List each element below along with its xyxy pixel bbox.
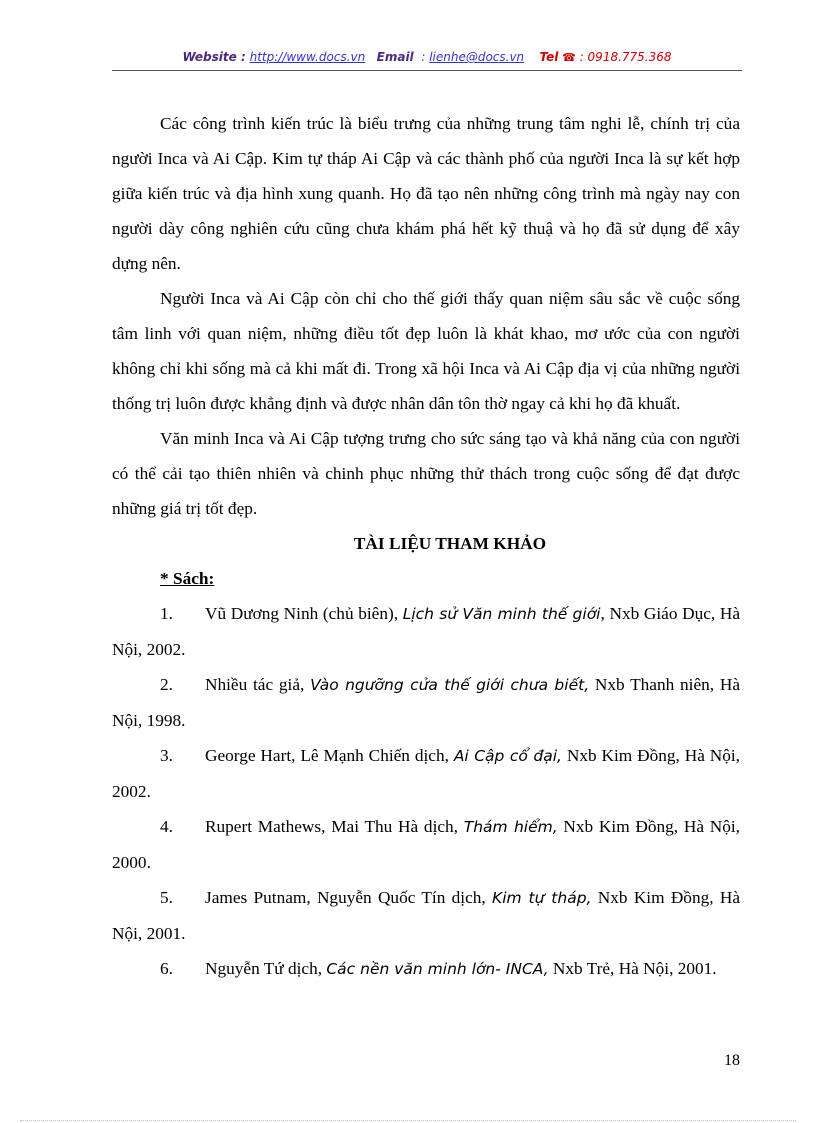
reference-title: Thám hiểm, [463, 818, 558, 836]
phone-number: : 0918.775.368 [579, 50, 672, 64]
paragraph: Người Inca và Ai Cập còn chỉ cho thế giới thấy quan niệm sâu sắc về cuộc sống tâm linh với quan niệm, những điều tốt đẹp luôn là khát khao, mơ ước của con người không chỉ khi sống mà cả khi mất đi. Trong xã hội Inca và Ai Cập địa vị của những người thống trị luôn được khẳng định và được nhân dân tôn thờ ngay cả khi họ đã khuất. [112, 289, 740, 413]
reference-number: 6. [160, 959, 173, 978]
reference-title: Các nền văn minh lớn- INCA, [326, 960, 549, 978]
reference-publisher: Nxb Kim Đồng, Hà Nội, 2001. [112, 888, 740, 943]
reference-title: Lịch sử Văn minh thế giới [402, 605, 601, 623]
reference-author: Rupert Mathews, Mai Thu Hà dịch, [205, 817, 464, 836]
email-label: Email [376, 50, 414, 64]
reference-number: 3. [160, 746, 173, 765]
website-label: Website : [182, 50, 246, 64]
references-title: TÀI LIỆU THAM KHẢO [353, 534, 547, 553]
paragraph: Văn minh Inca và Ai Cập tượng trưng cho sức sáng tạo và khả năng của con người có thể cải tạo thiên nhiên và chinh phục những thử thách trong cuộc sống để đạt được những giá trị tốt đẹp. [112, 429, 740, 518]
reference-publisher: Nxb Kim Đồng, Hà Nội, 2002. [112, 746, 740, 801]
email-separator: : [421, 50, 426, 64]
reference-number: 4. [160, 817, 173, 836]
reference-item [112, 738, 740, 809]
reference-author: Vũ Dương Ninh (chủ biên), [205, 604, 403, 623]
reference-publisher: Nxb Kim Đồng, Hà Nội, 2000. [112, 817, 740, 872]
reference-title: Ai Cập cổ đại, [453, 747, 562, 765]
reference-number: 5. [160, 888, 173, 907]
reference-title: Kim tự tháp, [492, 889, 592, 907]
books-heading: * Sách: [160, 569, 215, 588]
tel-label: Tel [539, 50, 559, 64]
reference-title: Vào ngưỡng cửa thế giới chưa biết, [310, 676, 590, 694]
phone-icon: ☎ [562, 51, 576, 64]
footer-divider [20, 1120, 796, 1121]
reference-item [112, 951, 740, 987]
reference-number: 2. [160, 675, 173, 694]
email-link[interactable]: lienhe@docs.vn [429, 50, 525, 64]
page-header [112, 50, 742, 64]
reference-item [112, 880, 740, 951]
reference-author: Nguyễn Tứ dịch, [205, 959, 327, 978]
paragraph: Các công trình kiến trúc là biểu trưng của những trung tâm nghi lễ, chính trị của người Inca và Ai Cập. Kim tự tháp Ai Cập và các thành phố của người Inca là sự kết hợp giữa kiến trúc và địa hình xung quanh. Họ đã tạo nên những công trình mà ngày nay con người dày công nghiên cứu cũng chưa khám phá hết kỹ thuậ và họ đã sử dụng để xây dựng nên. [112, 114, 740, 273]
website-link[interactable]: http://www.docs.vn [249, 50, 366, 64]
reference-publisher: , Nxb Giáo Dục, Hà Nội, 2002. [112, 604, 741, 659]
reference-number: 1. [160, 604, 173, 623]
reference-author: James Putnam, Nguyễn Quốc Tín dịch, [205, 888, 493, 907]
reference-author: George Hart, Lê Mạnh Chiến dịch, [205, 746, 454, 765]
reference-item [112, 667, 740, 738]
reference-item [112, 596, 740, 667]
page-number: 18 [724, 1052, 740, 1069]
header-divider [112, 70, 742, 71]
document-body [112, 106, 740, 987]
reference-publisher: Nxb Thanh niên, Hà Nội, 1998. [112, 675, 740, 730]
reference-publisher: Nxb Trẻ, Hà Nội, 2001. [548, 959, 717, 978]
reference-item [112, 809, 740, 880]
reference-author: Nhiều tác giả, [205, 675, 311, 694]
